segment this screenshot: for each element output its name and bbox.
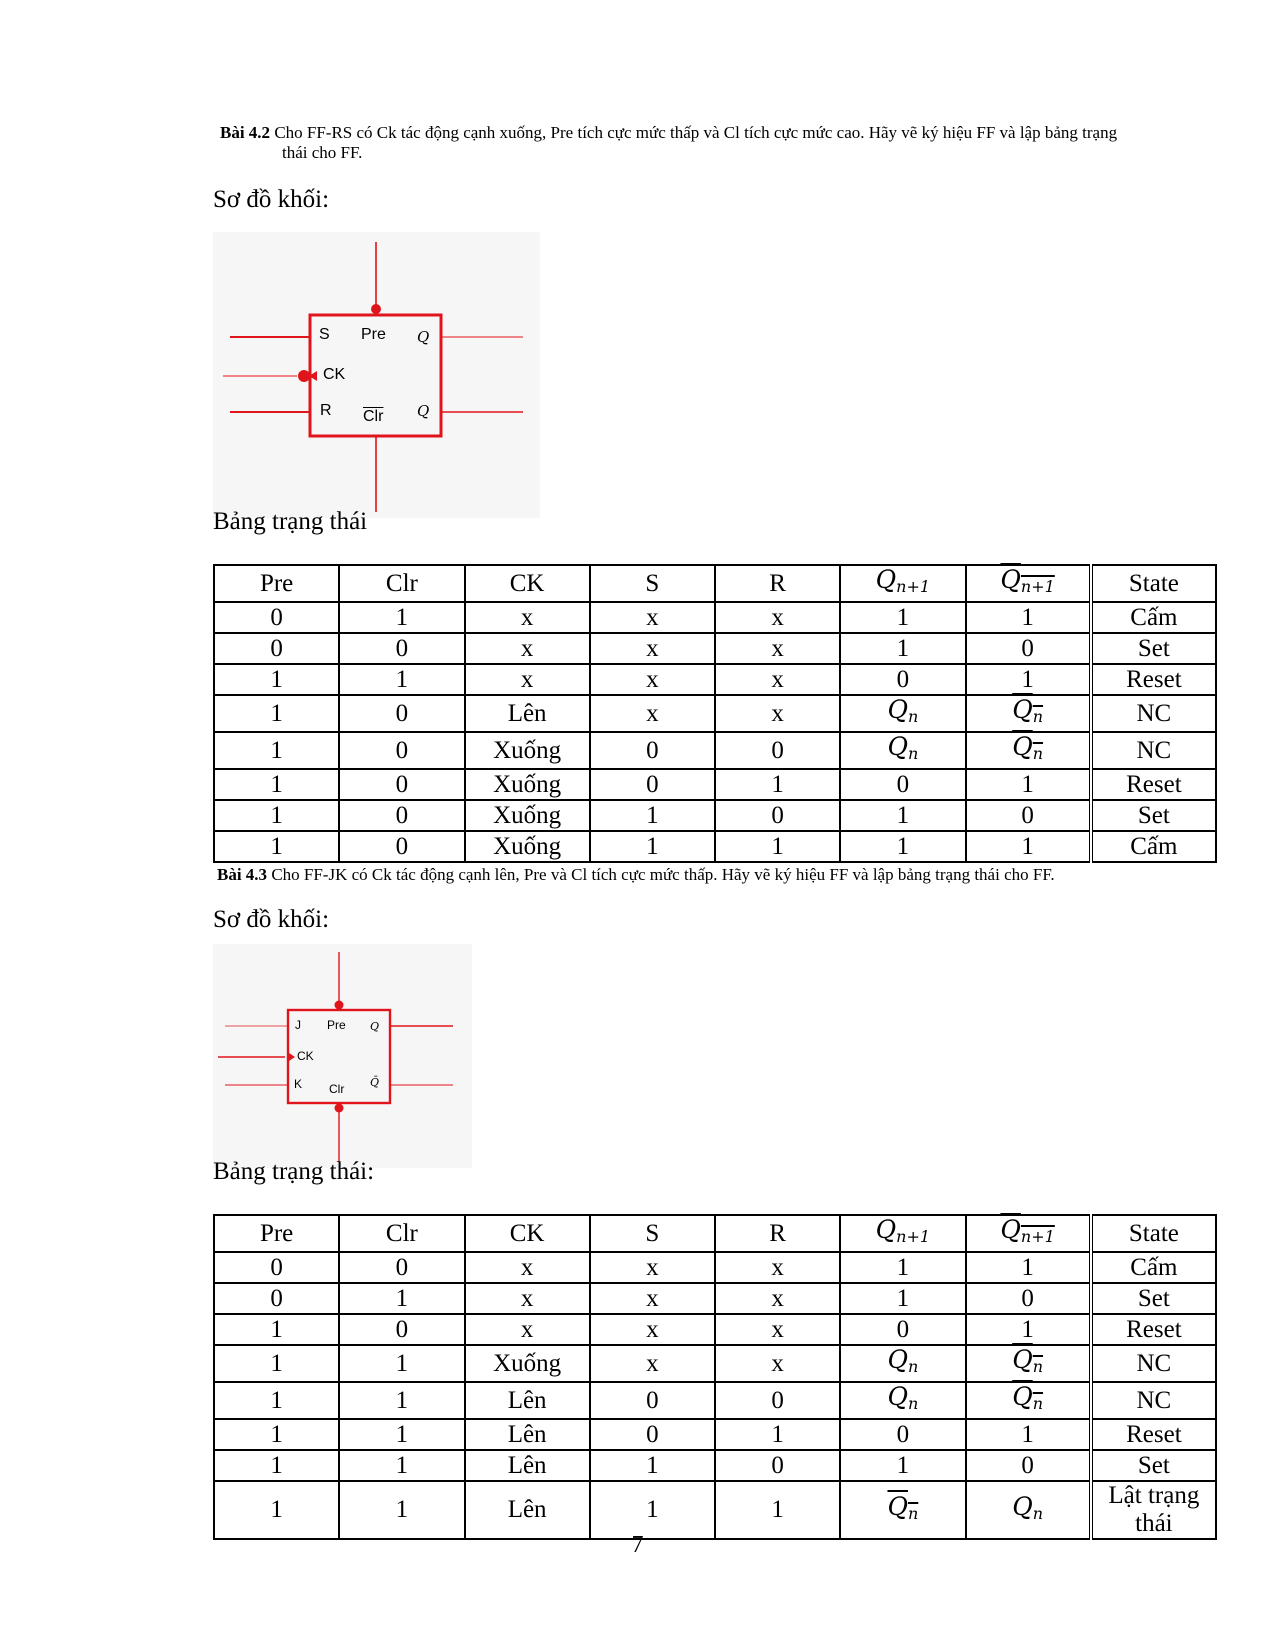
cell: 1 <box>966 1419 1091 1450</box>
cell: 1 <box>214 1450 339 1481</box>
cell: Set <box>1091 633 1216 664</box>
header-clr: Clr <box>339 565 464 602</box>
header-state: State <box>1091 565 1216 602</box>
cell: x <box>590 664 715 695</box>
cell: 1 <box>214 732 339 769</box>
cell: 1 <box>590 1481 715 1539</box>
cell: 1 <box>590 831 715 862</box>
ck-bubble <box>298 370 310 382</box>
page-number: 7 <box>631 1532 644 1558</box>
cell: Qn <box>966 695 1091 732</box>
cell: x <box>590 1314 715 1345</box>
cell: Qn <box>966 1345 1091 1382</box>
cell: 0 <box>590 732 715 769</box>
cell: 1 <box>966 1314 1091 1345</box>
problem-number: Bài 4.3 <box>217 865 268 884</box>
cell: 0 <box>339 831 464 862</box>
cell: 1 <box>214 800 339 831</box>
cell: Xuống <box>465 831 590 862</box>
cell: Qn <box>840 1481 965 1539</box>
table-row <box>214 664 1216 695</box>
table-row <box>214 633 1216 664</box>
cell: x <box>465 633 590 664</box>
cell: 0 <box>840 769 965 800</box>
pin-pre-label: Pre <box>361 326 386 343</box>
cell: 1 <box>966 769 1091 800</box>
cell: 1 <box>214 831 339 862</box>
cell: 0 <box>339 1252 464 1283</box>
problem-4-3 <box>217 865 1055 885</box>
pin-qbar-label: Q̄ <box>370 1076 380 1089</box>
state-table-rs <box>213 564 1217 863</box>
cell: 0 <box>966 1450 1091 1481</box>
cell: 1 <box>339 1382 464 1419</box>
header-pre: Pre <box>214 1215 339 1252</box>
ck-triangle <box>289 1053 295 1061</box>
pin-ck-label: CK <box>323 366 346 383</box>
header-q-next: Qn+1 <box>840 565 965 602</box>
cell: Lên <box>465 1382 590 1419</box>
pin-r-label: R <box>320 402 332 419</box>
state-table-jk <box>213 1214 1217 1540</box>
cell: Qn <box>966 732 1091 769</box>
cell: 0 <box>840 1419 965 1450</box>
pin-pre-label: Pre <box>327 1018 346 1032</box>
cell: Cấm <box>1091 831 1216 862</box>
header-r: R <box>715 565 840 602</box>
cell: 0 <box>339 633 464 664</box>
cell: Lên <box>465 1450 590 1481</box>
cell: 0 <box>590 769 715 800</box>
cell: 1 <box>840 1252 965 1283</box>
cell: 0 <box>966 800 1091 831</box>
table-row <box>214 1419 1216 1450</box>
cell: Xuống <box>465 800 590 831</box>
cell: 1 <box>214 664 339 695</box>
cell: 1 <box>214 769 339 800</box>
cell: x <box>465 664 590 695</box>
cell: x <box>590 1252 715 1283</box>
cell: 0 <box>339 695 464 732</box>
cell: NC <box>1091 695 1216 732</box>
cell: 1 <box>339 1419 464 1450</box>
pin-qbar-label: Q <box>417 402 430 420</box>
problem-4-2 <box>220 123 1117 163</box>
pin-clr-label: Clr <box>329 1082 345 1096</box>
cell: 0 <box>590 1419 715 1450</box>
cell: Qn <box>840 695 965 732</box>
cell: x <box>715 1252 840 1283</box>
pin-ck-label: CK <box>297 1049 314 1063</box>
cell: 1 <box>715 769 840 800</box>
cell: x <box>465 1283 590 1314</box>
cell: Cấm <box>1091 602 1216 633</box>
cell: 1 <box>214 1345 339 1382</box>
cell: 1 <box>339 1283 464 1314</box>
cell: 0 <box>339 800 464 831</box>
table-row <box>214 1481 1216 1539</box>
cell: x <box>590 695 715 732</box>
cell: 1 <box>590 800 715 831</box>
cell: 0 <box>214 1252 339 1283</box>
cell: x <box>715 602 840 633</box>
cell: x <box>590 633 715 664</box>
cell: Xuống <box>465 769 590 800</box>
cell: Cấm <box>1091 1252 1216 1283</box>
pin-s-label: S <box>319 326 330 343</box>
cell: 0 <box>715 1382 840 1419</box>
cell: 0 <box>214 633 339 664</box>
table-header-row <box>214 1215 1216 1252</box>
cell: Set <box>1091 1450 1216 1481</box>
cell: Lên <box>465 1481 590 1539</box>
cell: 0 <box>339 769 464 800</box>
cell: 1 <box>214 1314 339 1345</box>
cell: Qn <box>966 1481 1091 1539</box>
cell: Reset <box>1091 769 1216 800</box>
cell: 1 <box>214 695 339 732</box>
cell: x <box>715 664 840 695</box>
cell: x <box>715 1314 840 1345</box>
cell: 0 <box>339 732 464 769</box>
cell: 1 <box>214 1382 339 1419</box>
header-state: State <box>1091 1215 1216 1252</box>
cell: Xuống <box>465 732 590 769</box>
pin-q-label: Q <box>417 328 430 346</box>
cell: 0 <box>840 1314 965 1345</box>
cell: x <box>465 1314 590 1345</box>
block-diagram-heading: Sơ đồ khối: <box>213 186 330 213</box>
header-clr: Clr <box>339 1215 464 1252</box>
cell: 1 <box>840 633 965 664</box>
cell: 0 <box>214 1283 339 1314</box>
cell: x <box>465 602 590 633</box>
cell: 1 <box>840 602 965 633</box>
cell: Set <box>1091 1283 1216 1314</box>
cell: x <box>715 633 840 664</box>
table-row <box>214 800 1216 831</box>
table-row <box>214 831 1216 862</box>
cell: 1 <box>840 800 965 831</box>
pre-bubble <box>371 304 381 314</box>
cell: 1 <box>966 1252 1091 1283</box>
header-qbar-next: Qn+1 <box>966 1215 1091 1252</box>
cell: Reset <box>1091 1314 1216 1345</box>
problem-text: Cho FF-RS có Ck tác động cạnh xuống, Pre tích cực mức thấp và Cl tích cực mức cao. Hãy vẽ ký hiệu FF và lập bảng trạng <box>274 123 1118 142</box>
cell: 0 <box>715 1450 840 1481</box>
table-row <box>214 1252 1216 1283</box>
cell: 1 <box>715 1419 840 1450</box>
header-q-next: Qn+1 <box>840 1215 965 1252</box>
cell: NC <box>1091 732 1216 769</box>
cell: 0 <box>214 602 339 633</box>
cell: x <box>715 1345 840 1382</box>
cell: Lên <box>465 695 590 732</box>
problem-text: Cho FF-JK có Ck tác động cạnh lên, Pre và Cl tích cực mức thấp. Hãy vẽ ký hiệu FF và lập bảng trạng thái cho FF. <box>271 865 1055 884</box>
table-row <box>214 1283 1216 1314</box>
cell: 1 <box>214 1481 339 1539</box>
cell: 1 <box>840 1283 965 1314</box>
cell: x <box>590 1345 715 1382</box>
table-row <box>214 695 1216 732</box>
cell: 1 <box>715 831 840 862</box>
header-pre: Pre <box>214 565 339 602</box>
state-table-heading-2: Bảng trạng thái: <box>213 1158 375 1185</box>
cell: 1 <box>339 1450 464 1481</box>
cell: 1 <box>966 664 1091 695</box>
table-row <box>214 1450 1216 1481</box>
cell: 1 <box>339 664 464 695</box>
pin-clr-label: $\overline{Clr}$ <box>363 408 384 425</box>
cell: 0 <box>840 664 965 695</box>
cell: Reset <box>1091 1419 1216 1450</box>
table-row <box>214 1382 1216 1419</box>
jk-flipflop-diagram <box>213 944 472 1168</box>
table-row <box>214 1314 1216 1345</box>
cell: 1 <box>590 1450 715 1481</box>
rs-flipflop-diagram <box>213 232 540 518</box>
cell: 1 <box>339 1345 464 1382</box>
cell: 1 <box>715 1481 840 1539</box>
clr-bubble <box>335 1104 344 1113</box>
table-row <box>214 732 1216 769</box>
cell: Lật trạng thái <box>1091 1481 1216 1539</box>
rs-flipflop-symbol <box>213 232 540 518</box>
cell: Qn <box>840 1345 965 1382</box>
cell: 0 <box>715 800 840 831</box>
problem-text-cont: thái cho FF. <box>282 143 363 162</box>
cell: 0 <box>966 1283 1091 1314</box>
cell: 0 <box>339 1314 464 1345</box>
jk-flipflop-symbol <box>213 944 472 1168</box>
cell: Qn <box>840 732 965 769</box>
table-row <box>214 602 1216 633</box>
cell: x <box>715 695 840 732</box>
cell: Set <box>1091 800 1216 831</box>
state-table-heading: Bảng trạng thái <box>213 508 368 535</box>
header-ck: CK <box>465 1215 590 1252</box>
table-row <box>214 769 1216 800</box>
pin-k-label: K <box>294 1077 303 1091</box>
cell: NC <box>1091 1382 1216 1419</box>
cell: 1 <box>966 602 1091 633</box>
cell: x <box>465 1252 590 1283</box>
cell: 1 <box>966 831 1091 862</box>
problem-number: Bài 4.2 <box>220 123 271 142</box>
cell: 1 <box>339 1481 464 1539</box>
header-r: R <box>715 1215 840 1252</box>
header-ck: CK <box>465 565 590 602</box>
cell: x <box>590 602 715 633</box>
cell: NC <box>1091 1345 1216 1382</box>
cell: Reset <box>1091 664 1216 695</box>
table-header-row <box>214 565 1216 602</box>
cell: Xuống <box>465 1345 590 1382</box>
pin-q-label: Q <box>370 1020 380 1033</box>
cell: 1 <box>840 1450 965 1481</box>
cell: Lên <box>465 1419 590 1450</box>
header-s: S <box>590 1215 715 1252</box>
cell: x <box>590 1283 715 1314</box>
cell: 1 <box>214 1419 339 1450</box>
cell: x <box>715 1283 840 1314</box>
cell: Qn <box>840 1382 965 1419</box>
pre-bubble <box>335 1001 344 1010</box>
cell: 0 <box>715 732 840 769</box>
cell: Qn <box>966 1382 1091 1419</box>
header-s: S <box>590 565 715 602</box>
table-row <box>214 1345 1216 1382</box>
cell: 1 <box>840 831 965 862</box>
header-qbar-next: Qn+1 <box>966 565 1091 602</box>
cell: 0 <box>966 633 1091 664</box>
cell: 1 <box>339 602 464 633</box>
cell: 0 <box>590 1382 715 1419</box>
block-diagram-heading-2: Sơ đồ khối: <box>213 906 330 933</box>
pin-j-label: J <box>295 1018 301 1032</box>
